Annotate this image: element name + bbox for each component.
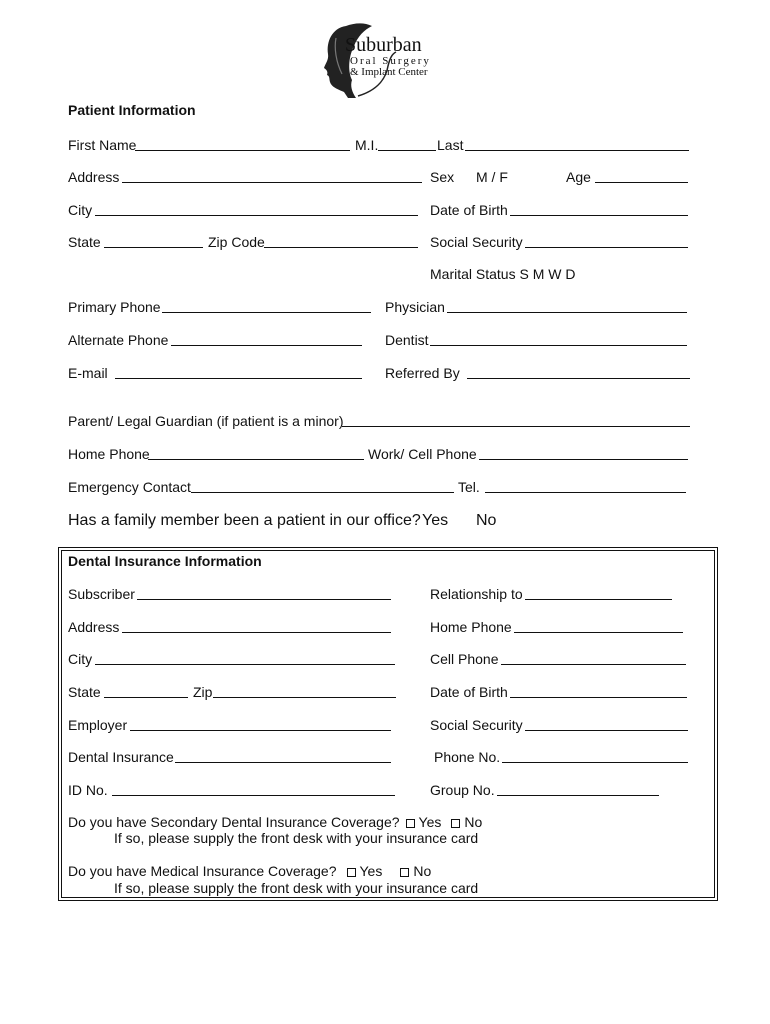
secondary-yes-checkbox[interactable]: [406, 819, 415, 828]
mi-field[interactable]: [378, 150, 436, 151]
ssn-field[interactable]: [525, 247, 688, 248]
family-member-question: Has a family member been a patient in our office?: [68, 512, 421, 529]
family-yes-option[interactable]: Yes: [422, 512, 449, 529]
patient-info-heading: Patient Information: [68, 102, 196, 118]
dob-field[interactable]: [510, 215, 688, 216]
ins-dob-label: Date of Birth: [430, 684, 508, 700]
insurance-heading: Dental Insurance Information: [68, 553, 262, 569]
logo-subtitle: Oral Surgery: [350, 55, 431, 67]
dentist-label: Dentist: [385, 332, 429, 348]
home-phone-label: Home Phone: [68, 446, 150, 462]
medical-coverage-question: Do you have Medical Insurance Coverage?: [68, 863, 337, 879]
dentist-field[interactable]: [430, 345, 687, 346]
medical-no-checkbox[interactable]: [400, 868, 409, 877]
ins-zip-label: Zip: [193, 684, 213, 700]
ins-home-phone-field[interactable]: [514, 632, 683, 633]
tel-field[interactable]: [485, 492, 686, 493]
ins-cell-phone-label: Cell Phone: [430, 651, 499, 667]
phone-no-field[interactable]: [502, 762, 688, 763]
ins-ssn-field[interactable]: [525, 730, 688, 731]
ssn-label: Social Security: [430, 234, 523, 250]
ins-ssn-label: Social Security: [430, 717, 523, 733]
medical-note: If so, please supply the front desk with your insurance card: [114, 880, 479, 896]
alt-phone-field[interactable]: [171, 345, 362, 346]
group-no-label: Group No.: [430, 782, 495, 798]
tel-label: Tel.: [458, 479, 480, 495]
home-phone-field[interactable]: [148, 459, 364, 460]
secondary-yes-label: Yes: [418, 814, 442, 830]
ins-city-field[interactable]: [95, 664, 395, 665]
work-phone-label: Work/ Cell Phone: [368, 446, 477, 462]
guardian-label: Parent/ Legal Guardian (if patient is a minor): [68, 413, 344, 429]
referred-field[interactable]: [467, 378, 690, 379]
first-name-field[interactable]: [135, 150, 350, 151]
sex-label: Sex: [430, 169, 455, 185]
id-no-field[interactable]: [112, 795, 395, 796]
ins-address-label: Address: [68, 619, 120, 635]
group-no-field[interactable]: [497, 795, 659, 796]
relationship-label: Relationship to: [430, 586, 523, 602]
practice-logo: [318, 18, 448, 100]
primary-phone-field[interactable]: [162, 312, 371, 313]
work-phone-field[interactable]: [479, 459, 688, 460]
medical-yes-label: Yes: [359, 863, 383, 879]
address-label: Address: [68, 169, 120, 185]
alt-phone-label: Alternate Phone: [68, 332, 169, 348]
ins-state-field[interactable]: [104, 697, 188, 698]
physician-field[interactable]: [447, 312, 687, 313]
secondary-coverage-question: Do you have Secondary Dental Insurance Coverage?: [68, 814, 400, 830]
dob-label: Date of Birth: [430, 202, 508, 218]
state-label: State: [68, 234, 101, 250]
secondary-no-label: No: [464, 814, 483, 830]
medical-yes-checkbox[interactable]: [347, 868, 356, 877]
employer-field[interactable]: [130, 730, 391, 731]
logo-subtitle-2: & Implant Center: [350, 66, 428, 78]
relationship-field[interactable]: [525, 599, 672, 600]
last-name-label: Last: [437, 137, 464, 153]
emergency-contact-label: Emergency Contact: [68, 479, 191, 495]
logo-name: Suburban: [345, 34, 422, 56]
marital-status[interactable]: Marital Status S M W D: [430, 266, 576, 282]
secondary-coverage-row: [68, 814, 482, 830]
physician-label: Physician: [385, 299, 445, 315]
ins-cell-phone-field[interactable]: [501, 664, 686, 665]
ins-dob-field[interactable]: [510, 697, 687, 698]
dental-insurance-field[interactable]: [175, 762, 391, 763]
id-no-label: ID No.: [68, 782, 108, 798]
mi-label: M.I.: [355, 137, 379, 153]
state-field[interactable]: [104, 247, 203, 248]
sex-options[interactable]: M / F: [476, 169, 508, 185]
city-field[interactable]: [95, 215, 418, 216]
zip-label: Zip Code: [208, 234, 265, 250]
phone-no-label: Phone No.: [434, 749, 501, 765]
last-name-field[interactable]: [465, 150, 689, 151]
family-no-option[interactable]: No: [476, 512, 497, 529]
referred-label: Referred By: [385, 365, 460, 381]
subscriber-field[interactable]: [137, 599, 391, 600]
secondary-note: If so, please supply the front desk with your insurance card: [114, 830, 479, 846]
primary-phone-label: Primary Phone: [68, 299, 161, 315]
ins-state-label: State: [68, 684, 101, 700]
ins-home-phone-label: Home Phone: [430, 619, 512, 635]
ins-address-field[interactable]: [122, 632, 391, 633]
city-label: City: [68, 202, 93, 218]
age-field[interactable]: [595, 182, 688, 183]
guardian-field[interactable]: [342, 426, 690, 427]
zip-field[interactable]: [264, 247, 418, 248]
secondary-no-checkbox[interactable]: [451, 819, 460, 828]
medical-no-label: No: [413, 863, 432, 879]
address-field[interactable]: [122, 182, 422, 183]
email-label: E-mail: [68, 365, 108, 381]
employer-label: Employer: [68, 717, 128, 733]
ins-city-label: City: [68, 651, 93, 667]
ins-zip-field[interactable]: [213, 697, 396, 698]
age-label: Age: [566, 169, 591, 185]
dental-insurance-label: Dental Insurance: [68, 749, 174, 765]
medical-coverage-row: [68, 863, 431, 879]
subscriber-label: Subscriber: [68, 586, 135, 602]
first-name-label: First Name: [68, 137, 137, 153]
email-field[interactable]: [115, 378, 362, 379]
emergency-contact-field[interactable]: [191, 492, 454, 493]
